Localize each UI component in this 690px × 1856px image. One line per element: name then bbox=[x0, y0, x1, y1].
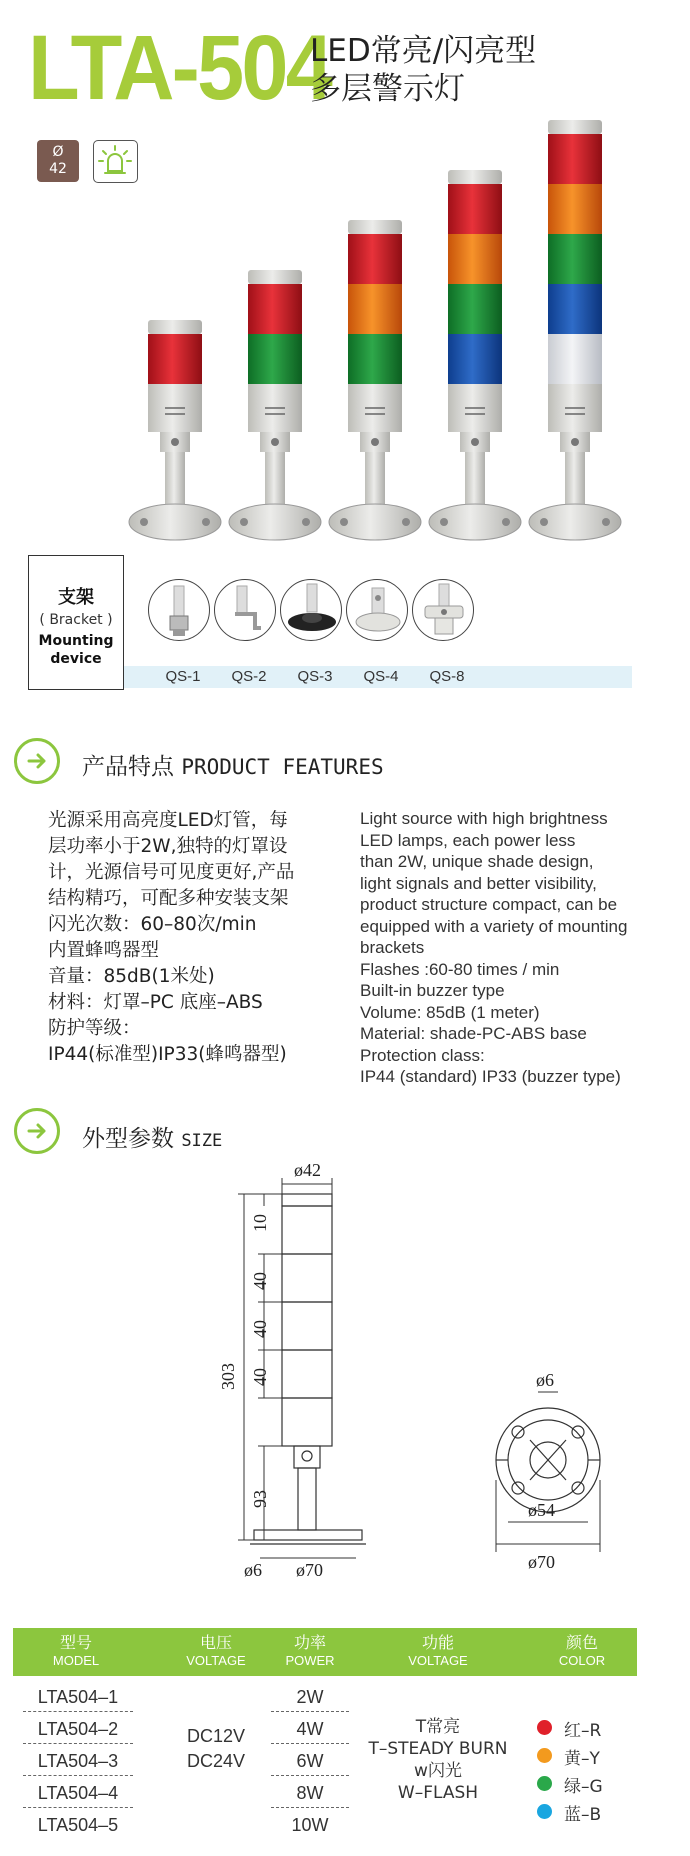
model-cell: LTA504–2 bbox=[23, 1714, 133, 1744]
feature-en-line: LED lamps, each power less bbox=[360, 830, 576, 850]
feature-cn-line: 音量：85dB(1米处) bbox=[48, 966, 215, 987]
bracket-title-cn: 支架 bbox=[58, 587, 94, 608]
color-item-yellow bbox=[537, 1742, 637, 1770]
spec-table bbox=[13, 1628, 637, 1856]
feature-en-line: Volume: 85dB (1 meter) bbox=[360, 1002, 540, 1022]
bracket-model-qs2: QS-2 bbox=[231, 668, 267, 685]
bracket-qs2-image bbox=[214, 579, 276, 641]
bracket-qs4-image bbox=[346, 579, 408, 641]
power-cell: 2W bbox=[271, 1682, 349, 1712]
features-title-cn: 产品特点 bbox=[82, 754, 174, 780]
feature-cn-line: 内置蜂鸣器型 bbox=[48, 940, 160, 961]
tower-4-tier bbox=[429, 170, 521, 540]
product-title bbox=[310, 32, 536, 108]
color-item-blue bbox=[537, 1798, 637, 1826]
col-header-function bbox=[383, 1634, 493, 1669]
feature-en-line: Flashes :60-80 times / min bbox=[360, 959, 560, 979]
color-label: 红–R bbox=[564, 1721, 602, 1741]
voltage-line1: DC12V bbox=[186, 1726, 246, 1746]
bracket-qs8-image bbox=[412, 579, 474, 641]
product-title-line1: LED常亮/闪亮型 bbox=[310, 33, 537, 69]
col-header-function-cn: 功能 bbox=[421, 1633, 454, 1652]
feature-en-line: Light source with high brightness bbox=[360, 809, 608, 828]
col-header-function-en: VOLTAGE bbox=[408, 1653, 468, 1668]
spec-table-header bbox=[13, 1628, 637, 1676]
mounting-device-line1: Mounting bbox=[38, 633, 114, 649]
arrow-circle-icon bbox=[14, 738, 60, 784]
red-dot-icon bbox=[537, 1720, 552, 1735]
col-header-power-en: POWER bbox=[285, 1653, 335, 1668]
function-line: W–FLASH bbox=[397, 1783, 479, 1803]
power-cell: 6W bbox=[271, 1746, 349, 1776]
tower-1-tier bbox=[129, 320, 221, 540]
feature-cn-line: 闪光次数：60–80次/min bbox=[48, 914, 257, 935]
dim-tier-height-a: 40 bbox=[250, 1272, 270, 1290]
power-cell: 10W bbox=[291, 1815, 329, 1835]
tower-lights-illustration bbox=[120, 118, 640, 558]
function-cell bbox=[353, 1716, 523, 1804]
plan-outer-diameter: ø70 bbox=[528, 1552, 555, 1572]
diameter-symbol: Ø bbox=[52, 144, 64, 160]
dim-tier-height-b: 40 bbox=[250, 1320, 270, 1338]
dim-total-height: 303 bbox=[220, 1363, 238, 1390]
feature-cn-line: 结构精巧，可配多种安装支架 bbox=[48, 888, 289, 909]
color-label: 黄–Y bbox=[564, 1749, 600, 1769]
col-header-voltage bbox=[161, 1634, 271, 1669]
feature-cn-line: 材料：灯罩–PC 底座–ABS bbox=[48, 992, 263, 1013]
mounting-device-label bbox=[29, 632, 123, 668]
dim-tier-height-c: 40 bbox=[250, 1368, 270, 1386]
bracket-model-qs3: QS-3 bbox=[297, 668, 333, 685]
dim-base-height: 93 bbox=[250, 1490, 270, 1508]
dim-top-diameter: ø42 bbox=[294, 1160, 321, 1180]
voltage-line2: DC24V bbox=[186, 1751, 246, 1771]
dimension-drawing bbox=[220, 1140, 660, 1605]
diameter-value: 42 bbox=[49, 161, 67, 177]
model-cell: LTA504–1 bbox=[23, 1682, 133, 1712]
arrow-circle-icon bbox=[14, 1108, 60, 1154]
feature-en-line: Built-in buzzer type bbox=[360, 981, 505, 1000]
feature-en-line: product structure compact, can be bbox=[360, 895, 618, 914]
bracket-qs1-image bbox=[148, 579, 210, 641]
bracket-model-qs8: QS-8 bbox=[429, 668, 465, 685]
bracket-model-band bbox=[124, 666, 632, 688]
plan-hole-diameter: ø6 bbox=[536, 1370, 554, 1390]
features-text-en bbox=[360, 808, 680, 1088]
col-header-power-cn: 功率 bbox=[293, 1633, 326, 1652]
color-item-green bbox=[537, 1770, 637, 1798]
feature-cn-line: 计，光源信号可见度更好,产品 bbox=[48, 862, 295, 883]
feature-en-line: IP44 (standard) IP33 (buzzer type) bbox=[360, 1067, 621, 1086]
bracket-qs3-image bbox=[280, 579, 342, 641]
function-line: T常亮 bbox=[415, 1717, 461, 1737]
feature-cn-line: 层功率小于2W,独特的灯罩设 bbox=[48, 836, 288, 857]
voltage-cell bbox=[161, 1724, 271, 1774]
dim-base-hole: ø6 bbox=[244, 1560, 262, 1580]
col-header-model-cn: 型号 bbox=[59, 1633, 92, 1652]
tower-2-tier bbox=[229, 270, 321, 540]
diameter-badge bbox=[37, 140, 79, 182]
model-cell: LTA504–5 bbox=[37, 1815, 119, 1835]
bracket-model-qs1: QS-1 bbox=[165, 668, 201, 685]
tower-3-tier bbox=[329, 220, 421, 540]
power-cell: 4W bbox=[271, 1714, 349, 1744]
size-title-en: SIZE bbox=[181, 1131, 223, 1151]
feature-cn-line: IP44(标准型)IP33(蜂鸣器型) bbox=[48, 1044, 287, 1065]
features-title bbox=[82, 748, 384, 781]
mounting-device-line2: device bbox=[50, 651, 102, 667]
col-header-model-en: MODEL bbox=[52, 1653, 100, 1668]
features-heading bbox=[14, 738, 654, 786]
color-item-red bbox=[537, 1714, 637, 1742]
dim-base-diameter: ø70 bbox=[296, 1560, 323, 1580]
size-title bbox=[82, 1120, 222, 1153]
blue-dot-icon bbox=[537, 1804, 552, 1819]
bracket-model-qs4: QS-4 bbox=[363, 668, 399, 685]
feature-cn-line: 光源采用高亮度LED灯管，每 bbox=[48, 810, 288, 831]
bracket-label-box bbox=[28, 555, 124, 690]
features-title-en: PRODUCT FEATURES bbox=[181, 755, 384, 779]
product-title-line2: 多层警示灯 bbox=[310, 71, 465, 107]
model-code: LTA-504 bbox=[28, 17, 331, 119]
col-header-color-cn: 颜色 bbox=[565, 1633, 598, 1652]
yellow-dot-icon bbox=[537, 1748, 552, 1763]
tower-5-tier bbox=[529, 120, 621, 540]
feature-cn-line: 防护等级： bbox=[48, 1018, 141, 1039]
dim-cap-height: 10 bbox=[250, 1214, 270, 1232]
feature-en-line: than 2W, unique shade design, bbox=[360, 852, 594, 871]
features-text-cn bbox=[48, 808, 348, 1068]
bracket-title-en: ( Bracket ) bbox=[39, 612, 113, 628]
col-header-color bbox=[537, 1634, 627, 1669]
power-cell: 8W bbox=[271, 1778, 349, 1808]
function-line: T–STEADY BURN bbox=[368, 1739, 508, 1759]
col-header-model bbox=[21, 1634, 131, 1669]
model-cell: LTA504–4 bbox=[23, 1778, 133, 1808]
col-header-power bbox=[271, 1634, 349, 1669]
color-label: 蓝–B bbox=[564, 1805, 602, 1825]
function-line: w闪光 bbox=[414, 1761, 462, 1781]
feature-en-line: Material: shade-PC-ABS base bbox=[360, 1024, 587, 1043]
feature-en-line: Protection class: bbox=[360, 1045, 485, 1065]
feature-en-line: equipped with a variety of mounting bbox=[360, 916, 628, 936]
size-title-cn: 外型参数 bbox=[82, 1126, 174, 1152]
green-dot-icon bbox=[537, 1776, 552, 1791]
col-header-voltage-en: VOLTAGE bbox=[186, 1653, 246, 1668]
color-label: 绿–G bbox=[564, 1777, 603, 1797]
model-cell: LTA504–3 bbox=[23, 1746, 133, 1776]
col-header-voltage-cn: 电压 bbox=[199, 1633, 232, 1652]
feature-en-line: brackets bbox=[360, 938, 425, 957]
col-header-color-en: COLOR bbox=[558, 1653, 606, 1668]
plan-inner-diameter: ø54 bbox=[528, 1500, 555, 1520]
feature-en-line: light signals and better visibility, bbox=[360, 873, 597, 893]
